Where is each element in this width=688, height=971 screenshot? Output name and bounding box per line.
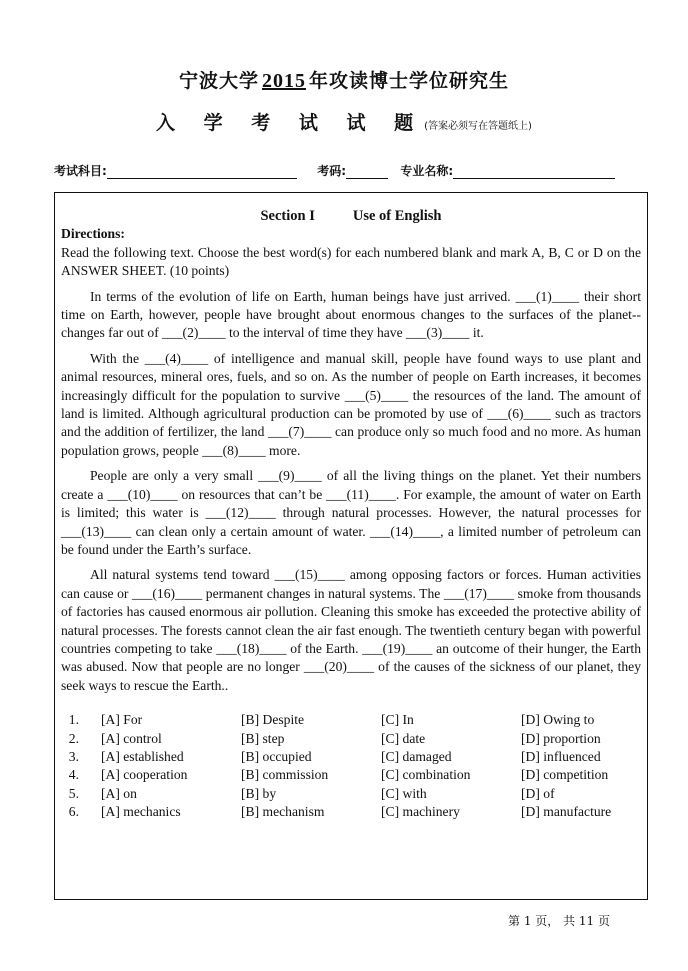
option-d: [D] of xyxy=(521,785,555,801)
title-year: 2015 xyxy=(262,70,306,92)
option-row xyxy=(61,748,641,766)
option-a: [A] cooperation xyxy=(101,767,188,783)
title-university: 宁波大学 xyxy=(178,70,259,92)
option-d: [D] Owing to xyxy=(521,712,595,728)
section-content xyxy=(61,207,641,822)
subtitle-main: 入 学 考 试 试 题 xyxy=(156,112,425,134)
option-row xyxy=(61,730,641,748)
major-label: 专业名称: xyxy=(400,164,454,178)
option-number: 3. xyxy=(68,748,79,764)
option-c: [C] machinery xyxy=(381,804,460,820)
option-row xyxy=(61,711,641,729)
option-b: [B] by xyxy=(241,785,277,801)
option-c: [C] date xyxy=(381,730,426,746)
option-d: [D] manufacture xyxy=(521,804,612,820)
option-row xyxy=(61,803,641,821)
exam-subtitle xyxy=(0,108,688,135)
option-row xyxy=(61,785,641,803)
section-number: Section I xyxy=(260,208,315,224)
option-a: [A] mechanics xyxy=(101,804,181,820)
option-c: [C] In xyxy=(381,712,414,728)
code-label: 考码: xyxy=(317,164,346,178)
section-name: Use of English xyxy=(352,208,442,224)
passage-paragraph: All natural systems tend toward ___(15)____ among opposing factors or forces. Human activities can cause or ___(16)____ permanent changes in natural systems. The ___(17)____ smoke from thousands of factories has caused enormous air pollution. Cleaning this smoke has exceeded the protective ability of natural processes. The forests cannot clean the air fast enough. The twentieth century began with powerful countries competing to take ___(18)____ of the Earth. ___(19)____ an outcome of their hunger, the Earth was abused. Now that people are no longer ___(20)____ of the causes of the sickness of our planet, they seek ways to rescue the Earth.. xyxy=(61,567,641,693)
option-c: [C] damaged xyxy=(381,748,452,764)
subject-blank xyxy=(107,166,297,179)
passage-paragraph: People are only a very small ___(9)____ of all the living things on the planet. Yet their numbers create a ___(10)____ on resources that can’t be ___(11)____. For example, the amount of water on Earth is limited; this water is ___(12)____ through natural processes. However, the natural processes for ___(13)____ can clean only a certain amount of water. ___(14)____, a limited number of petroleum can be found under the Earth’s surface. xyxy=(61,468,641,557)
exam-meta-line xyxy=(54,162,654,179)
answer-options xyxy=(61,711,641,821)
title-program: 年攻读博士学位研究生 xyxy=(309,70,510,92)
option-c: [C] combination xyxy=(381,767,471,783)
passage-paragraph: In terms of the evolution of life on Earth, human beings have just arrived. ___(1)____ their short time on Earth, however, people have brought about enormous changes to the surfaces of the planet--changes far out of ___(2)____ to the interval of time they have ___(3)____ it. xyxy=(61,288,641,341)
option-a: [A] For xyxy=(101,712,143,728)
option-d: [D] influenced xyxy=(521,748,601,764)
option-b: [B] Despite xyxy=(241,712,305,728)
option-a: [A] on xyxy=(101,785,137,801)
question-box xyxy=(54,192,648,900)
subject-label: 考试科目: xyxy=(54,164,107,178)
option-b: [B] commission xyxy=(241,767,329,783)
option-number: 2. xyxy=(68,730,79,746)
option-b: [B] mechanism xyxy=(241,804,325,820)
option-number: 5. xyxy=(68,785,79,801)
option-d: [D] proportion xyxy=(521,730,601,746)
exam-title xyxy=(0,66,688,93)
code-blank xyxy=(346,166,388,179)
option-b: [B] step xyxy=(241,730,285,746)
option-b: [B] occupied xyxy=(241,748,312,764)
page-number: 第 1 页， 共 11 页 xyxy=(508,914,610,928)
passage-paragraph: With the ___(4)____ of intelligence and manual skill, people have found ways to use plant and animal resources, mineral ores, fuels, and so on. As the number of people on Earth increases, it becomes increasingly difficult for the population to survive ___(5)____ the resources of the land. The amount of land is limited. Although agricultural production can be promoted by use of ___(6)____ such as tractors and the addition of fertilizer, the land ___(7)____ can produce only so much food and no more. As human population grows, people ___(8)____ more. xyxy=(61,350,641,458)
option-c: [C] with xyxy=(381,785,427,801)
section-title xyxy=(61,207,641,225)
option-a: [A] established xyxy=(101,748,184,764)
option-d: [D] competition xyxy=(521,767,609,783)
directions-label: Directions: xyxy=(61,226,125,242)
major-blank xyxy=(453,166,615,179)
option-number: 1. xyxy=(68,712,79,728)
option-number: 6. xyxy=(68,804,79,820)
directions-text: Read the following text. Choose the best word(s) for each numbered blank and mark A, B, C or D on the ANSWER SHEET. (10 points) xyxy=(61,244,641,279)
option-a: [A] control xyxy=(101,730,162,746)
subtitle-note: (答案必须写在答题纸上) xyxy=(424,121,532,132)
option-number: 4. xyxy=(68,767,79,783)
option-row xyxy=(61,766,641,784)
